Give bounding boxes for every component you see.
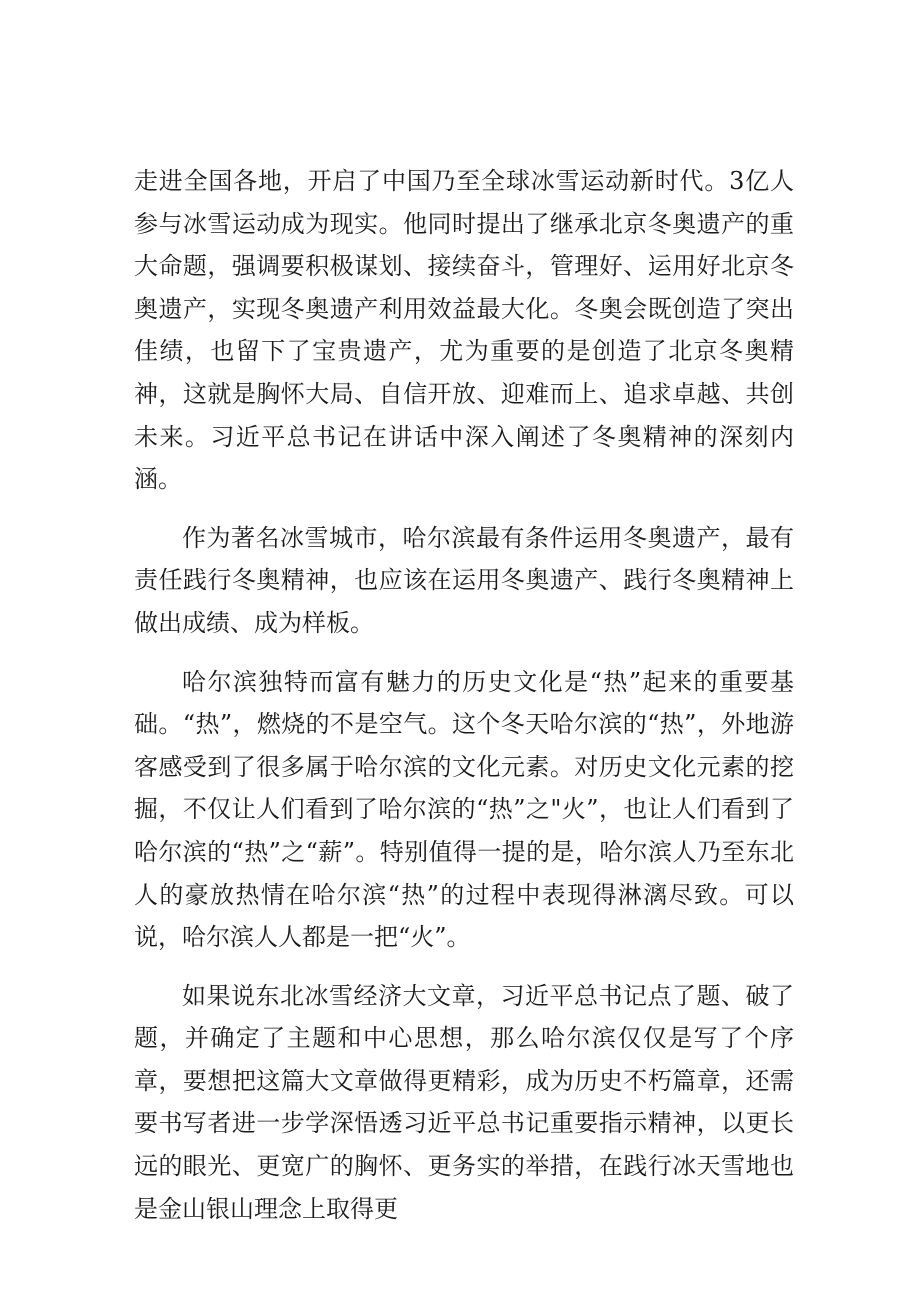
document-body [134, 160, 794, 1230]
paragraph-4: 如果说东北冰雪经济大文章，习近平总书记点了题、破了题，并确定了主题和中心思想，那么哈尔滨仅仅是写了个序章，要想把这篇大文章做得更精彩，成为历史不朽篇章，还需要书写者进一步学深悟透习近平总书记重要指示精神，以更长远的眼光、更宽广的胸怀、更务实的举措，在践行冰天雪地也是金山银山理念上取得更 [134, 981, 794, 1223]
paragraph-1: 走进全国各地，开启了中国乃至全球冰雪运动新时代。3亿人参与冰雪运动成为现实。他同时提出了继承北京冬奥遗产的重大命题，强调要积极谋划、接续奋斗，管理好、运用好北京冬奥遗产，实现冬奥遗产利用效益最大化。冬奥会既创造了突出佳绩，也留下了宝贵遗产，尤为重要的是创造了北京冬奥精神，这就是胸怀大局、自信开放、迎难而上、追求卓越、共创未来。习近平总书记在讲话中深入阐述了冬奥精神的深刻内涵。 [134, 167, 794, 494]
paragraph-2: 作为著名冰雪城市，哈尔滨最有条件运用冬奥遗产，最有责任践行冬奥精神，也应该在运用冬奥遗产、践行冬奥精神上做出成绩、成为样板。 [134, 523, 794, 637]
paragraph-3: 哈尔滨独特而富有魅力的历史文化是“热”起来的重要基础。“热”，燃烧的不是空气。这个冬天哈尔滨的“热”，外地游客感受到了很多属于哈尔滨的文化元素。对历史文化元素的挖掘，不仅让人们看到了哈尔滨的“热”之"火”，也让人们看到了哈尔滨的“热”之“薪”。特别值得一提的是，哈尔滨人乃至东北人的豪放热情在哈尔滨“热”的过程中表现得淋漓尽致。可以说，哈尔滨人人都是一把“火”。 [134, 667, 794, 952]
